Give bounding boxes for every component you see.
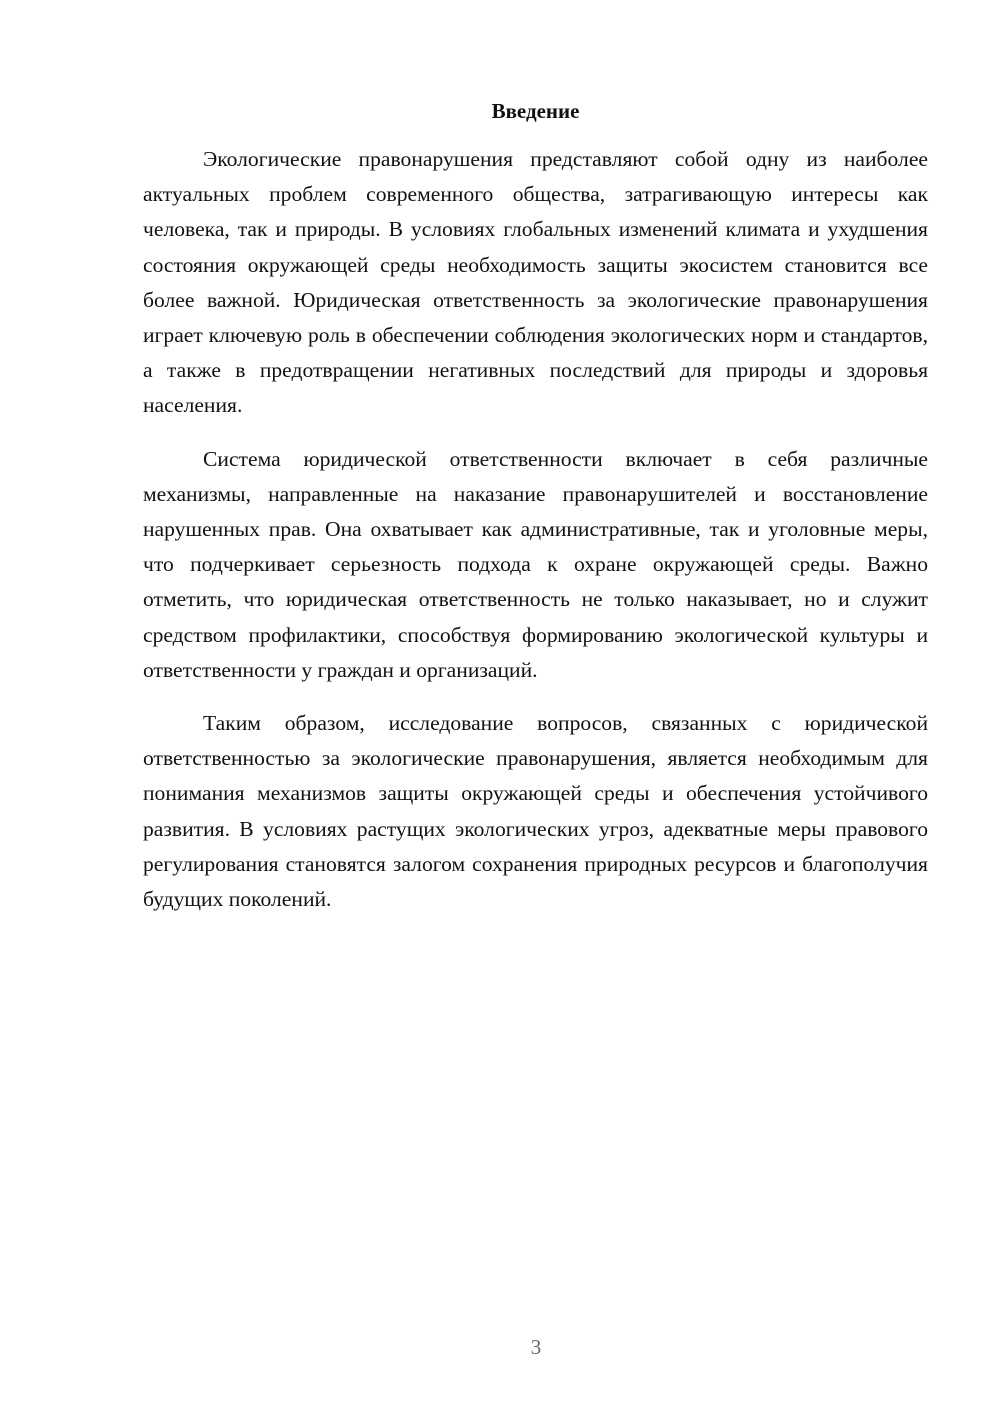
- body-text: [143, 142, 928, 935]
- section-title: Введение: [491, 99, 580, 123]
- paragraph-2: Система юридической ответственности включает в себя различные механизмы, направленные на наказание правонарушителей и восстановление нарушенных прав. Она охватывает как административные, так и уголовные меры, что подчеркивает серьезность подхода к охране окружающей среды. Важно отметить, что юридическая ответственность не только наказывает, но и служит средством профилактики, способствуя формированию экологической культуры и ответственности у граждан и организаций.: [143, 446, 928, 682]
- paragraph-3: Таким образом, исследование вопросов, связанных с юридической ответственностью за экологические правонарушения, является необходимым для понимания механизмов защиты окружающей среды и обеспечения устойчивого развития. В условиях растущих экологических угроз, адекватные меры правового регулирования становятся залогом сохранения природных ресурсов и благополучия будущих поколений.: [143, 711, 928, 912]
- paragraph-1: Экологические правонарушения представляют собой одну из наиболее актуальных проблем современного общества, затрагивающую интересы как человека, так и природы. В условиях глобальных изменений климата и ухудшения состояния окружающей среды необходимость защиты экосистем становится все более важной. Юридическая ответственность за экологические правонарушения играет ключевую роль в обеспечении соблюдения экологических норм и стандартов, а также в предотвращении негативных последствий для природы и здоровья населения.: [143, 147, 928, 418]
- page-number: 3: [530, 1335, 542, 1359]
